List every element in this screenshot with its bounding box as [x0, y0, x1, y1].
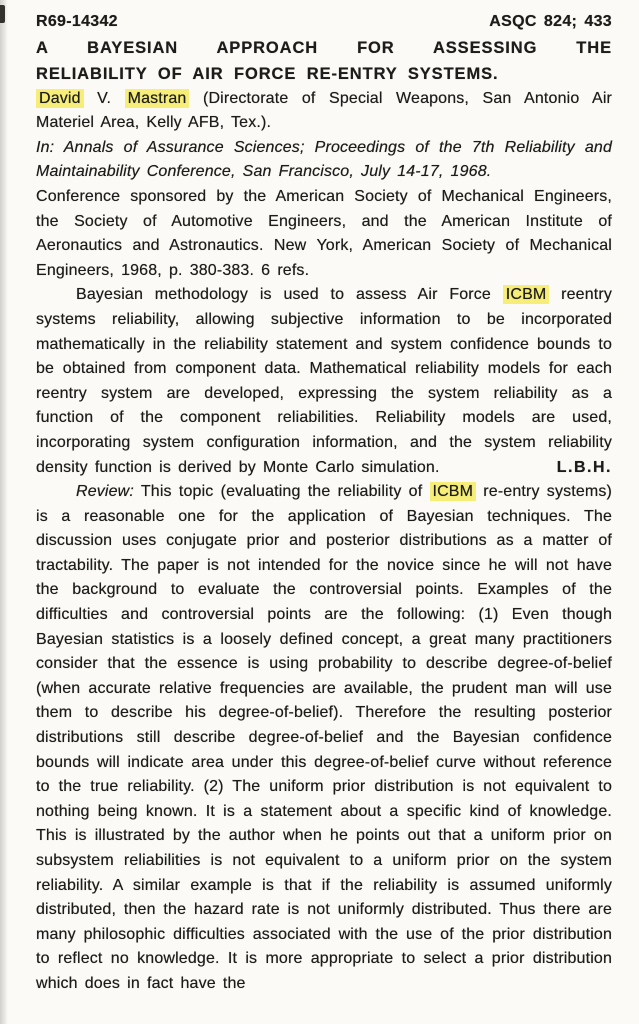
reviewer-initials: L.B.H. — [556, 458, 612, 476]
asqc-code: ASQC 824; 433 — [489, 13, 612, 30]
source-citation: In: Annals of Assurance Sciences; Proceedings of the 7th Reliability and Maintainability Conference, San Francisco, July 14-17, 1968. — [36, 138, 612, 181]
report-number: R69-14342 — [36, 13, 118, 30]
review-label: Review: — [76, 483, 134, 501]
page-content — [36, 10, 612, 997]
author-line — [36, 87, 612, 136]
conference-note: Conference sponsored by the American Society of Mechanical Engineers, the Society of Automotive Engineers, and the American Institute of Aeronautics and Astronautics. New York, American Society of Mechanical Engineers, 1968, p. 380-383. 6 refs. — [36, 187, 612, 279]
scan-gutter-shadow — [0, 0, 8, 1024]
highlighted-author-first-name: David — [36, 89, 84, 108]
highlighted-term-icbm-2: ICBM — [430, 482, 477, 501]
title-line-2: RELIABILITY OF AIR FORCE RE-ENTRY SYSTEMS. — [36, 64, 499, 83]
review-paragraph — [36, 480, 612, 996]
entry-header — [36, 10, 612, 35]
highlighted-author-last-name: Mastran — [125, 89, 190, 108]
review-text-2: re-entry systems) is a reasonable one for the application of Bayesian techniques. The discussion uses conjugate prior and posterior distributions as a matter of tractability. The paper is not intended for the novice since he will not have the background to evaluate the controversial points. Examples of the difficulties and controversial points are the following: (1) Even though Bayesian statistics is a loosely defined concept, a great many practitioners consider that the essence is using probability to describe degree-of-belief (when accurate relative frequencies are available, the prudent man will use them to describe his degree-of-belief). Therefore the resulting posterior distributions still describe degree-of-belief and the Bayesian confidence bounds will indicate area under this degree-of-belief curve without reference to the true reliability. (2) The uniform prior distribution is not equivalent to nothing being known. It is a statement about a specific kind of knowledge. This is illustrated by the author when he points out that a uniform prior on subsystem reliabilities is not equivalent to a uniform prior on the system reliability. A similar example is that if the reliability is assumed uniformly distributed, then the hazard rate is not uniformly distributed. Thus there are many philosophic difficulties associated with the use of the prior distribution to reflect no knowledge. It is more appropriate to select a prior distribution which does in fact have the — [36, 483, 613, 992]
highlighted-term-icbm-1: ICBM — [503, 285, 550, 304]
entry-title — [36, 35, 612, 87]
abstract-text-2: reentry systems reliability, allowing subjective information to be incorporated mathematically in the reliability statement and system confidence bounds to be obtained from component data. Mathematical reliability models for each reentry system are developed, expressing the system reliability as a function of the component reliabilities. Reliability models are used, incorporating system configuration information, and the system reliability density function is derived by Monte Carlo simulation. — [36, 286, 612, 476]
review-text-1: This topic (evaluating the reliability of — [133, 483, 430, 501]
abstract-paragraph — [36, 283, 612, 480]
title-line-1: A BAYESIAN APPROACH FOR ASSESSING THE — [36, 38, 612, 57]
author-middle-initial: V. — [83, 89, 125, 107]
abstract-text-1: Bayesian methodology is used to assess Air Force — [76, 286, 503, 304]
scan-artifact-mark — [0, 5, 5, 23]
author-affiliation: (Directorate of Special Weapons, San Antonio Air Materiel Area, Kelly AFB, Tex.). — [36, 89, 613, 132]
